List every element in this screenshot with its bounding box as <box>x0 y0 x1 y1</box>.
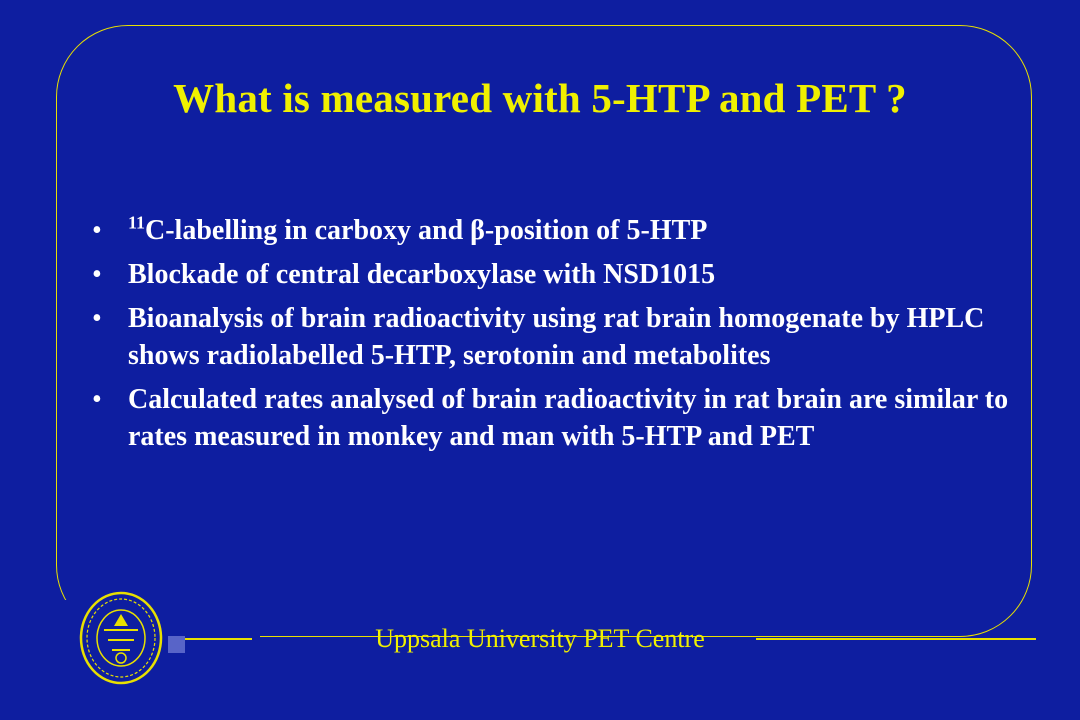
superscript: 11 <box>128 212 146 233</box>
bullet-item <box>92 381 1012 455</box>
bullet-text: Blockade of central decarboxylase with NSD1015 <box>128 259 716 290</box>
university-seal-icon <box>78 590 164 686</box>
bullet-item <box>92 212 1012 249</box>
slide-title: What is measured with 5-HTP and PET ? <box>173 75 907 121</box>
bullet-text: C-labelling in carboxy and β-position of 5-HTP <box>145 215 708 246</box>
footer-text: Uppsala University PET Centre <box>375 624 705 653</box>
bullet-dot: • <box>92 215 102 246</box>
bullet-item <box>92 256 1012 293</box>
bullet-text: Calculated rates analysed of brain radioactivity in rat brain are similar to rates measured in monkey and man with 5-HTP and PET <box>128 384 1009 452</box>
bullet-list <box>92 212 1012 462</box>
bullet-dot: • <box>92 303 102 334</box>
bullet-item <box>92 300 1012 374</box>
bullet-dot: • <box>92 259 102 290</box>
bullet-text: Bioanalysis of brain radioactivity using rat brain homogenate by HPLC shows radiolabelled 5-HTP, serotonin and metabolites <box>128 303 985 371</box>
bullet-dot: • <box>92 384 102 415</box>
